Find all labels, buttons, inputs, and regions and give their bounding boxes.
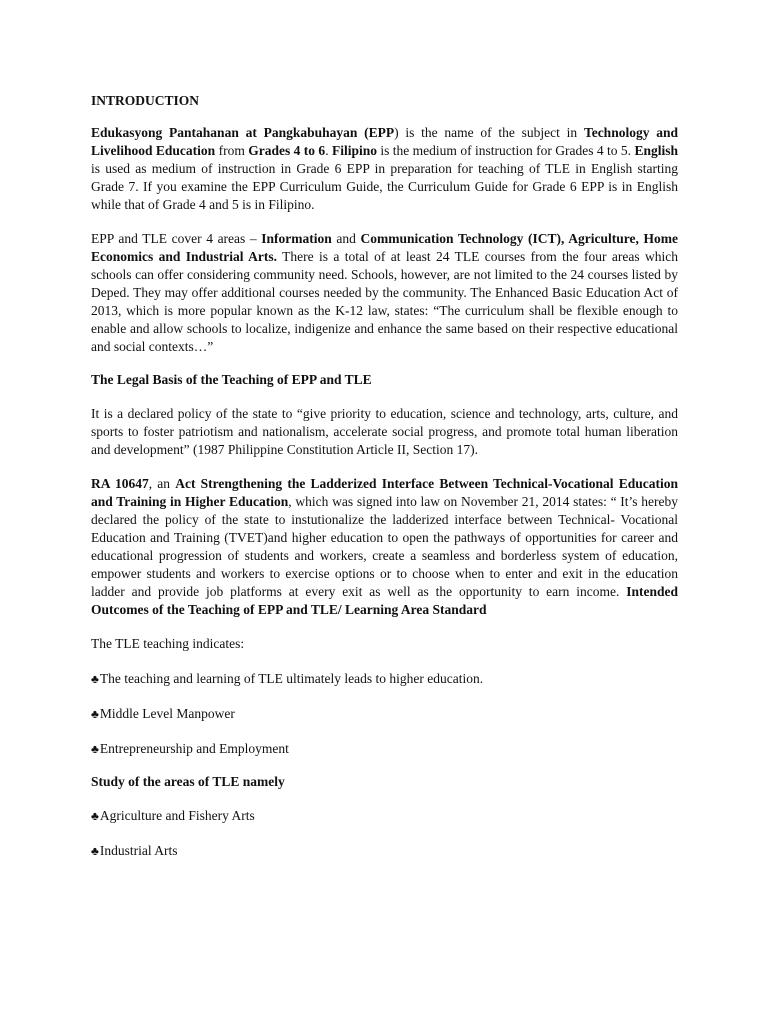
document-body [91, 92, 678, 860]
text-run: from [215, 143, 249, 158]
text-run: and [331, 231, 361, 246]
information-term: Information [261, 231, 332, 246]
act-title: Act Strengthening the Ladderized Interface Between Technical-Vocational Education and Training in Higher Education [91, 476, 678, 509]
introduction-paragraph-1 [91, 124, 678, 214]
legal-paragraph-1: It is a declared policy of the state to “give priority to education, science and technology, arts, culture, and sports to foster patriotism and nationalism, accelerate social progress, and promote total human liberation and development” (1987 Philippine Constitution Article II, Section 17). [91, 406, 678, 457]
grades-term: Grades 4 to 6 [248, 143, 326, 158]
text-run: ) is the name of the subject in [394, 125, 584, 140]
areas-term: Communication Technology (ICT), Agriculture, Home Economics and Industrial Arts. [91, 231, 678, 264]
ra-number: RA 10647 [91, 476, 149, 491]
outcome-item: ♣ Middle Level Manpower [91, 705, 678, 723]
outcome-item: ♣ Entrepreneurship and Employment [91, 740, 678, 758]
text-run: , which was signed into law on November 21, 2014 states: “ It’s hereby declared the policy of the state to instutionalize the ladderized interface between Technical- Vocational Education and Training (TVET)and higher education to open the pathways of opportunities for career and educational progression of students and workers, create a seamless and borderless system of education, empower students and workers to exercise options or to choose when to enter and exit in the education ladder and provide job platforms at every exit as well as the opportunity to earn income. [91, 494, 679, 599]
outcomes-intro: The TLE teaching indicates: [91, 636, 245, 651]
text-run: is the medium of instruction for Grades 4 to 5. [376, 143, 635, 158]
epp-term: Edukasyong Pantahanan at Pangkabuhayan (EPP [91, 125, 395, 140]
outcome-item: ♣ The teaching and learning of TLE ultimately leads to higher education. [91, 670, 678, 688]
filipino-term: Filipino [331, 143, 377, 158]
introduction-paragraph-2 [91, 230, 678, 356]
introduction-heading: INTRODUCTION [91, 93, 200, 108]
text-run: , an [148, 476, 176, 491]
text-run: EPP and TLE cover 4 areas – [91, 231, 262, 246]
text-run: There is a total of at least 24 TLE courses from the four areas which schools can offer considering community need. Schools, however, are not limited to the 24 courses listed by Deped. They may offer additional courses needed by the community. The Enhanced Basic Education Act of 2013, which is more popular known as the K-12 law, states: “The curriculum shall be flexible enough to enable and allow schools to localize, indigenize and enhance the same based on their respective educational and social contexts…” [91, 249, 679, 354]
legal-basis-heading: The Legal Basis of the Teaching of EPP and TLE [91, 372, 372, 387]
tle-term: Technology and Livelihood Education [91, 125, 678, 158]
text-run: is used as medium of instruction in Grade 6 EPP in preparation for teaching of TLE in English starting Grade 7. If you examine the EPP Curriculum Guide, the Curriculum Guide for Grade 6 EPP is in English while that of Grade 4 and 5 is in Filipino. [91, 161, 678, 212]
areas-heading: Study of the areas of TLE namely [91, 774, 285, 789]
text-run: . [325, 143, 332, 158]
area-item: ♣ Industrial Arts [91, 842, 678, 860]
legal-paragraph-2 [91, 475, 678, 619]
outcomes-heading: Intended Outcomes of the Teaching of EPP and TLE/ Learning Area Standard [91, 584, 678, 617]
area-item: ♣ Agriculture and Fishery Arts [91, 807, 678, 825]
english-term: English [634, 143, 678, 158]
